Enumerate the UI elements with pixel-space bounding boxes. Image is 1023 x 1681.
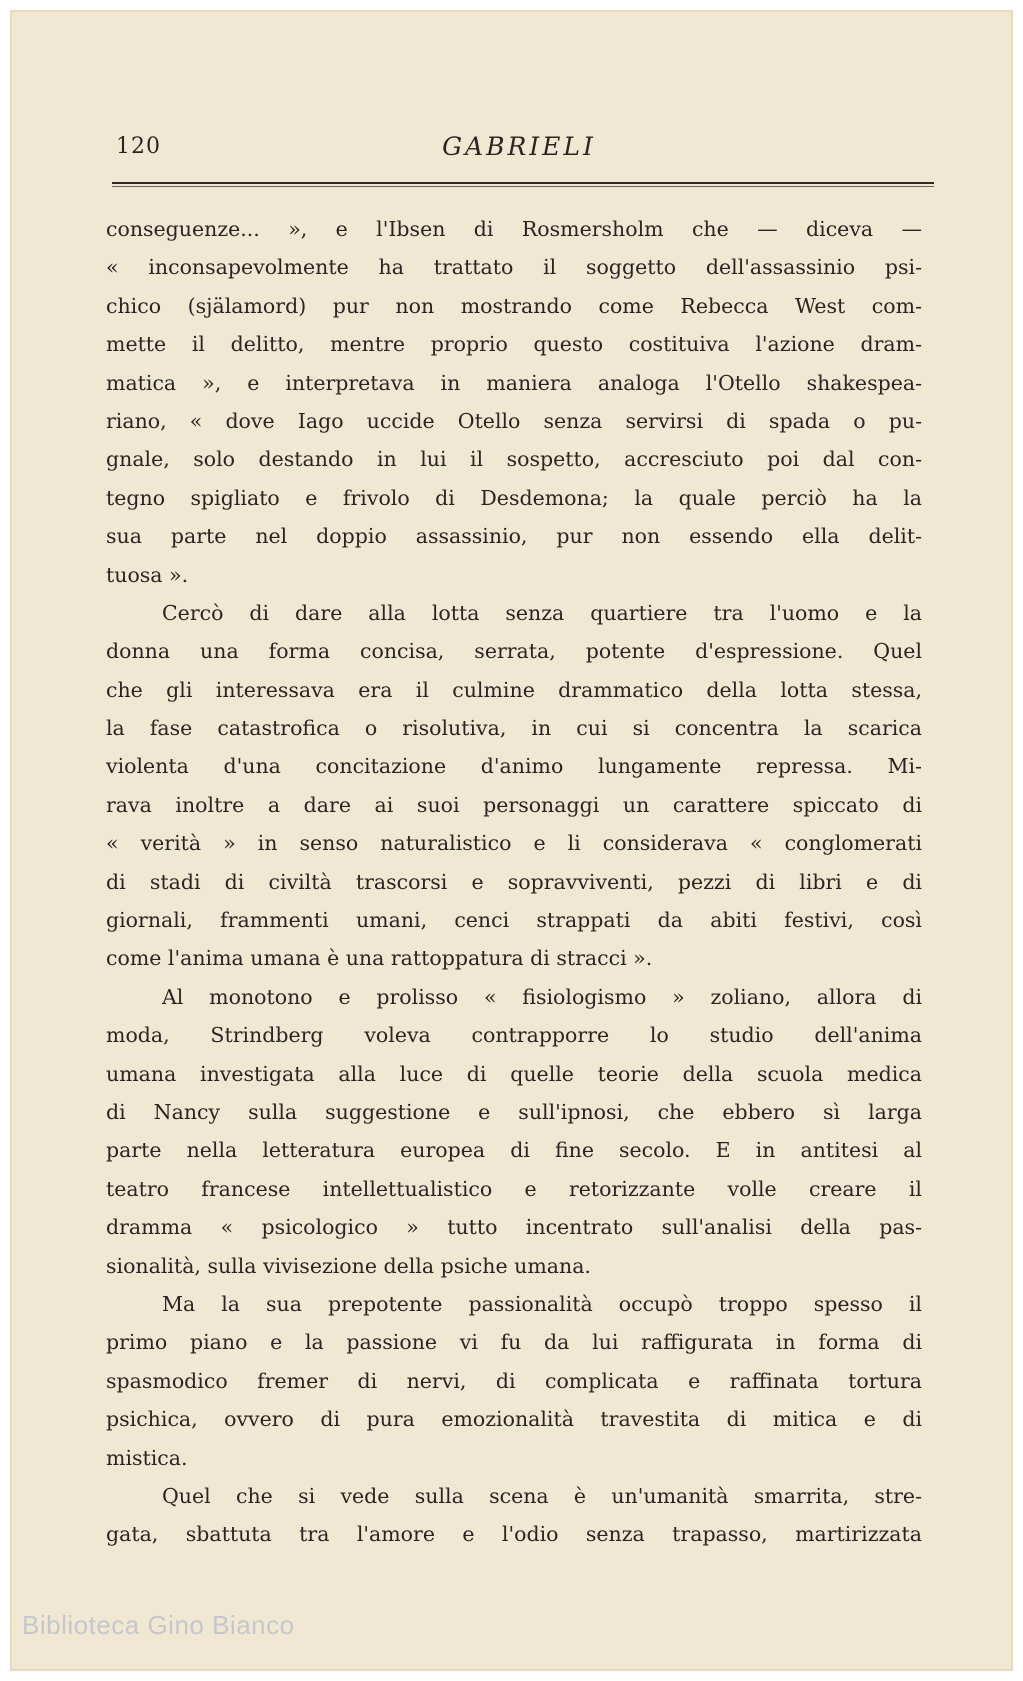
text-line: gata, sbattuta tra l'amore e l'odio senza trapasso, martirizzata: [106, 1522, 922, 1547]
text-line: Cercò di dare alla lotta senza quartiere tra l'uomo e la: [162, 600, 922, 625]
text-line: come l'anima umana è una rattoppatura di stracci ».: [106, 946, 653, 971]
text-line: che gli interessava era il culmine drammatico della lotta stessa,: [106, 677, 922, 702]
text-line: sionalità, sulla vivisezione della psiche umana.: [106, 1253, 591, 1278]
text-line: Quel che si vede sulla scena è un'umanità smarrita, stre-: [162, 1483, 922, 1508]
text-line: « verità » in senso naturalistico e li considerava « conglomerati: [106, 831, 922, 856]
text-line: « inconsapevolmente ha trattato il soggetto dell'assassinio psi-: [106, 255, 922, 280]
text-line: di Nancy sulla suggestione e sull'ipnosi, che ebbero sì larga: [106, 1099, 922, 1124]
body-text: [106, 210, 922, 1554]
text-line: la fase catastrofica o risolutiva, in cui si concentra la scarica: [106, 716, 922, 741]
text-line: tegno spigliato e frivolo di Desdemona; la quale perciò ha la: [106, 485, 922, 510]
text-line: conseguenze... », e l'Ibsen di Rosmersholm che — diceva —: [106, 217, 922, 241]
text-line: primo piano e la passione vi fu da lui raffigurata in forma di: [106, 1330, 922, 1355]
text-line: chico (själamord) pur non mostrando come Rebecca West com-: [106, 293, 922, 318]
text-line: giornali, frammenti umani, cenci strappati da abiti festivi, così: [106, 908, 922, 933]
text-line: mette il delitto, mentre proprio questo costituiva l'azione dram-: [106, 332, 922, 357]
text-line: rava inoltre a dare ai suoi personaggi un carattere spiccato di: [106, 792, 922, 817]
text-line: Ma la sua prepotente passionalità occupò troppo spesso il: [162, 1291, 922, 1316]
page-header: [104, 124, 934, 164]
text-line: sua parte nel doppio assassinio, pur non essendo ella delit-: [106, 524, 922, 549]
text-line: parte nella letteratura europea di fine secolo. E in antitesi al: [106, 1138, 922, 1163]
text-line: Al monotono e prolisso « fisiologismo » zoliano, allora di: [162, 984, 922, 1009]
text-line: moda, Strindberg voleva contrapporre lo studio dell'anima: [106, 1023, 922, 1048]
header-rule: [112, 182, 934, 187]
text-line: psichica, ovvero di pura emozionalità travestita di mitica e di: [106, 1407, 922, 1432]
text-line: umana investigata alla luce di quelle teorie della scuola medica: [106, 1061, 922, 1086]
text-line: violenta d'una concitazione d'animo lungamente repressa. Mi-: [106, 754, 922, 779]
running-title: GABRIELI: [442, 132, 596, 161]
text-line: tuosa ».: [106, 562, 189, 587]
text-line: matica », e interpretava in maniera analoga l'Otello shakespea-: [106, 370, 922, 395]
text-line: donna una forma concisa, serrata, potente d'espressione. Quel: [106, 639, 922, 664]
text-line: mistica.: [106, 1445, 188, 1470]
text-line: dramma « psicologico » tutto incentrato sull'analisi della pas-: [106, 1215, 922, 1240]
text-line: di stadi di civiltà trascorsi e sopravviventi, pezzi di libri e di: [106, 869, 922, 894]
text-line: spasmodico fremer di nervi, di complicata e raffinata tortura: [106, 1368, 922, 1393]
library-watermark: Biblioteca Gino Bianco: [22, 1610, 295, 1640]
text-line: teatro francese intellettualistico e retorizzante volle creare il: [106, 1176, 922, 1201]
text-line: riano, « dove Iago uccide Otello senza servirsi di spada o pu-: [106, 408, 922, 433]
page-number: 120: [116, 134, 161, 159]
text-line: gnale, solo destando in lui il sospetto, accresciuto poi dal con-: [106, 447, 922, 472]
